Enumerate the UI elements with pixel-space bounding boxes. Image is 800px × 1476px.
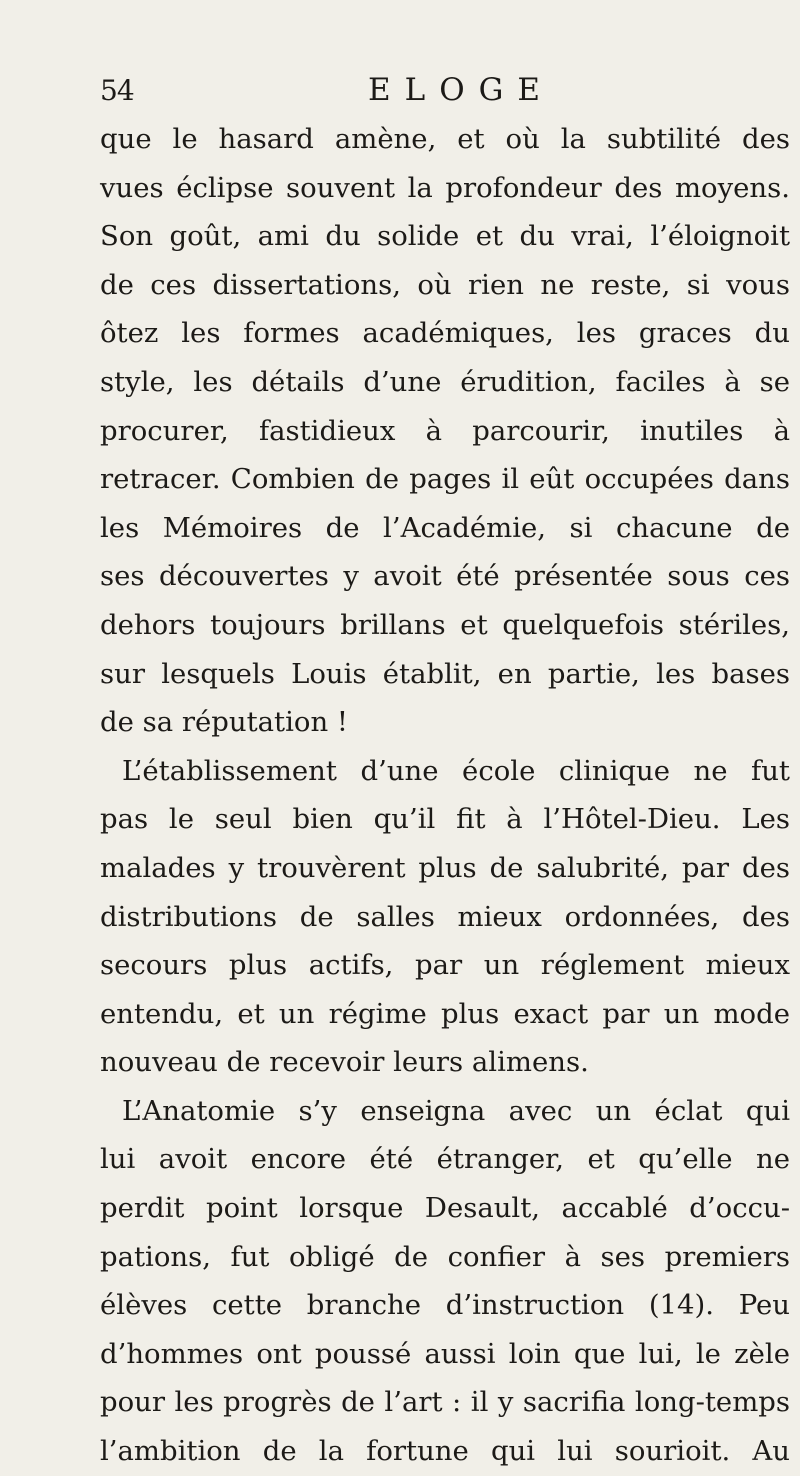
text-line: pour les progrès de l’art : il y sacrifia long-temps [100, 1386, 790, 1419]
text-line: sur lesquels Louis établit, en partie, les bases [100, 657, 790, 690]
text-line: Son goût, ami du solide et du vrai, l’éloignoit [100, 220, 790, 253]
text-line: malades y trouvèrent plus de salubrité, par des [100, 851, 790, 884]
text-line: l’ambition de la fortune qui lui sourioit. Au [100, 1435, 790, 1468]
text-line: perdit point lorsque Desault, accablé d’occu- [100, 1192, 790, 1225]
text-line: d’hommes ont poussé aussi loin que lui, le zèle [100, 1337, 790, 1370]
text-line: pas le seul bien qu’il fit à l’Hôtel-Dieu. Les [100, 803, 790, 836]
text-line: vues éclipse souvent la profondeur des moyens. [100, 171, 790, 204]
text-line: élèves cette branche d’instruction (14). Peu [100, 1289, 790, 1322]
text-line: pations, fut obligé de confier à ses premiers [100, 1240, 790, 1273]
running-title: ELOGE [368, 72, 555, 108]
paragraph-start-line: L’établissement d’une école clinique ne fut [122, 754, 790, 787]
paragraph-start-line: L’Anatomie s’y enseigna avec un éclat qui [122, 1094, 790, 1127]
text-line: que le hasard amène, et où la subtilité des [100, 123, 790, 155]
text-line: les Mémoires de l’Académie, si chacune de [100, 511, 790, 544]
text-line: ses découvertes y avoit été présentée sous ces [100, 560, 790, 593]
text-line: de sa réputation ! [100, 706, 348, 739]
text-line: dehors toujours brillans et quelquefois stériles, [100, 608, 790, 641]
body-text [100, 115, 790, 1476]
text-line: procurer, fastidieux à parcourir, inutiles à [100, 414, 790, 447]
text-line: style, les détails d’une érudition, faciles à se [100, 365, 790, 398]
text-line: ôtez les formes académiques, les graces du [100, 317, 790, 350]
text-line: secours plus actifs, par un réglement mieux [100, 949, 790, 982]
text-line: retracer. Combien de pages il eût occupées dans [100, 463, 790, 496]
page-number: 54 [100, 74, 134, 107]
page-header [100, 68, 780, 118]
text-line: de ces dissertations, où rien ne reste, si vous [100, 268, 790, 301]
text-line: nouveau de recevoir leurs alimens. [100, 1046, 589, 1079]
text-line: entendu, et un régime plus exact par un mode [100, 997, 790, 1030]
text-line: lui avoit encore été étranger, et qu’elle ne [100, 1143, 790, 1176]
text-line: distributions de salles mieux ordonnées, des [100, 900, 790, 933]
